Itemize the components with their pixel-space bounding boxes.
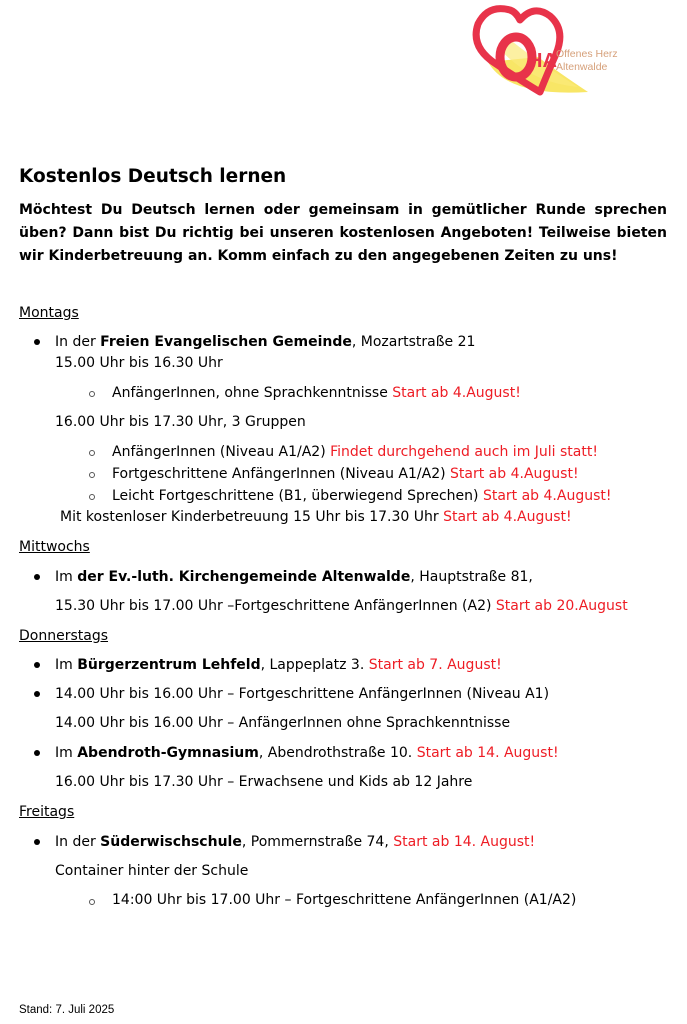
time-line: 15.30 Uhr bis 17.00 Uhr –Fortgeschrittene AnfängerInnen (A2) Start ab 20.August: [55, 598, 628, 614]
bullet-icon: [34, 839, 40, 845]
list-item: In der Süderwischschule, Pommernstraße 74, Start ab 14. August!: [55, 834, 536, 850]
heading-donnerstags: Donnerstags: [19, 628, 109, 644]
bullet-icon: [34, 750, 40, 756]
page-title: Kostenlos Deutsch lernen: [19, 166, 287, 187]
time-line: 16.00 Uhr bis 17.30 Uhr, 3 Gruppen: [55, 414, 306, 430]
childcare-line: Mit kostenloser Kinderbetreuung 15 Uhr bis 17.30 Uhr Start ab 4.August!: [60, 509, 572, 525]
time-line: 15.00 Uhr bis 16.30 Uhr: [55, 355, 223, 371]
circle-bullet-icon: [89, 494, 95, 500]
logo-line-2: Altenwalde: [556, 61, 608, 73]
time-line: 14.00 Uhr bis 16.00 Uhr – AnfängerInnen ohne Sprachkenntnisse: [55, 715, 511, 731]
logo: [468, 2, 648, 102]
heading-mittwochs: Mittwochs: [19, 539, 90, 555]
logo-letters: HA: [528, 50, 557, 72]
bullet-icon: [34, 691, 40, 697]
bullet-icon: [34, 662, 40, 668]
bullet-icon: [34, 574, 40, 580]
heading-freitags: Freitags: [19, 804, 75, 820]
list-item: Im Abendroth-Gymnasium, Abendrothstraße 10. Start ab 14. August!: [55, 745, 559, 761]
intro-paragraph: Möchtest Du Deutsch lernen oder gemeinsam in gemütlicher Runde sprechen üben? Dann bist Du richtig bei unseren kostenlosen Angeboten! Teilweise bieten wir Kinderbetreuung an. Komm einfach zu den angegebenen Zeiten zu uns!: [19, 202, 667, 264]
heading-montags: Montags: [19, 305, 79, 321]
bullet-icon: [34, 339, 40, 345]
circle-bullet-icon: [89, 899, 95, 905]
list-item: Im Bürgerzentrum Lehfeld, Lappeplatz 3. Start ab 7. August!: [55, 657, 502, 673]
list-item: In der Freien Evangelischen Gemeinde, Mozartstraße 21: [55, 334, 476, 350]
list-item: 14.00 Uhr bis 16.00 Uhr – Fortgeschrittene AnfängerInnen (Niveau A1): [55, 686, 550, 702]
date-stamp: Stand: 7. Juli 2025: [19, 1004, 115, 1016]
sub-list-item: AnfängerInnen, ohne Sprachkenntnisse Start ab 4.August!: [112, 385, 521, 401]
list-item: Im der Ev.-luth. Kirchengemeinde Altenwalde, Hauptstraße 81,: [55, 569, 533, 585]
location-detail: Container hinter der Schule: [55, 863, 249, 879]
sub-list-item: Fortgeschrittene AnfängerInnen (Niveau A1/A2) Start ab 4.August!: [112, 466, 579, 482]
sub-list-item: Leicht Fortgeschrittene (B1, überwiegend Sprechen) Start ab 4.August!: [112, 488, 612, 504]
circle-bullet-icon: [89, 391, 95, 397]
sub-list-item: 14:00 Uhr bis 17.00 Uhr – Fortgeschrittene AnfängerInnen (A1/A2): [112, 892, 577, 908]
circle-bullet-icon: [89, 450, 95, 456]
sub-list-item: AnfängerInnen (Niveau A1/A2) Findet durchgehend auch im Juli statt!: [112, 444, 598, 460]
circle-bullet-icon: [89, 472, 95, 478]
logo-line-1: Offenes Herz: [556, 48, 618, 60]
time-line: 16.00 Uhr bis 17.30 Uhr – Erwachsene und Kids ab 12 Jahre: [55, 774, 473, 790]
